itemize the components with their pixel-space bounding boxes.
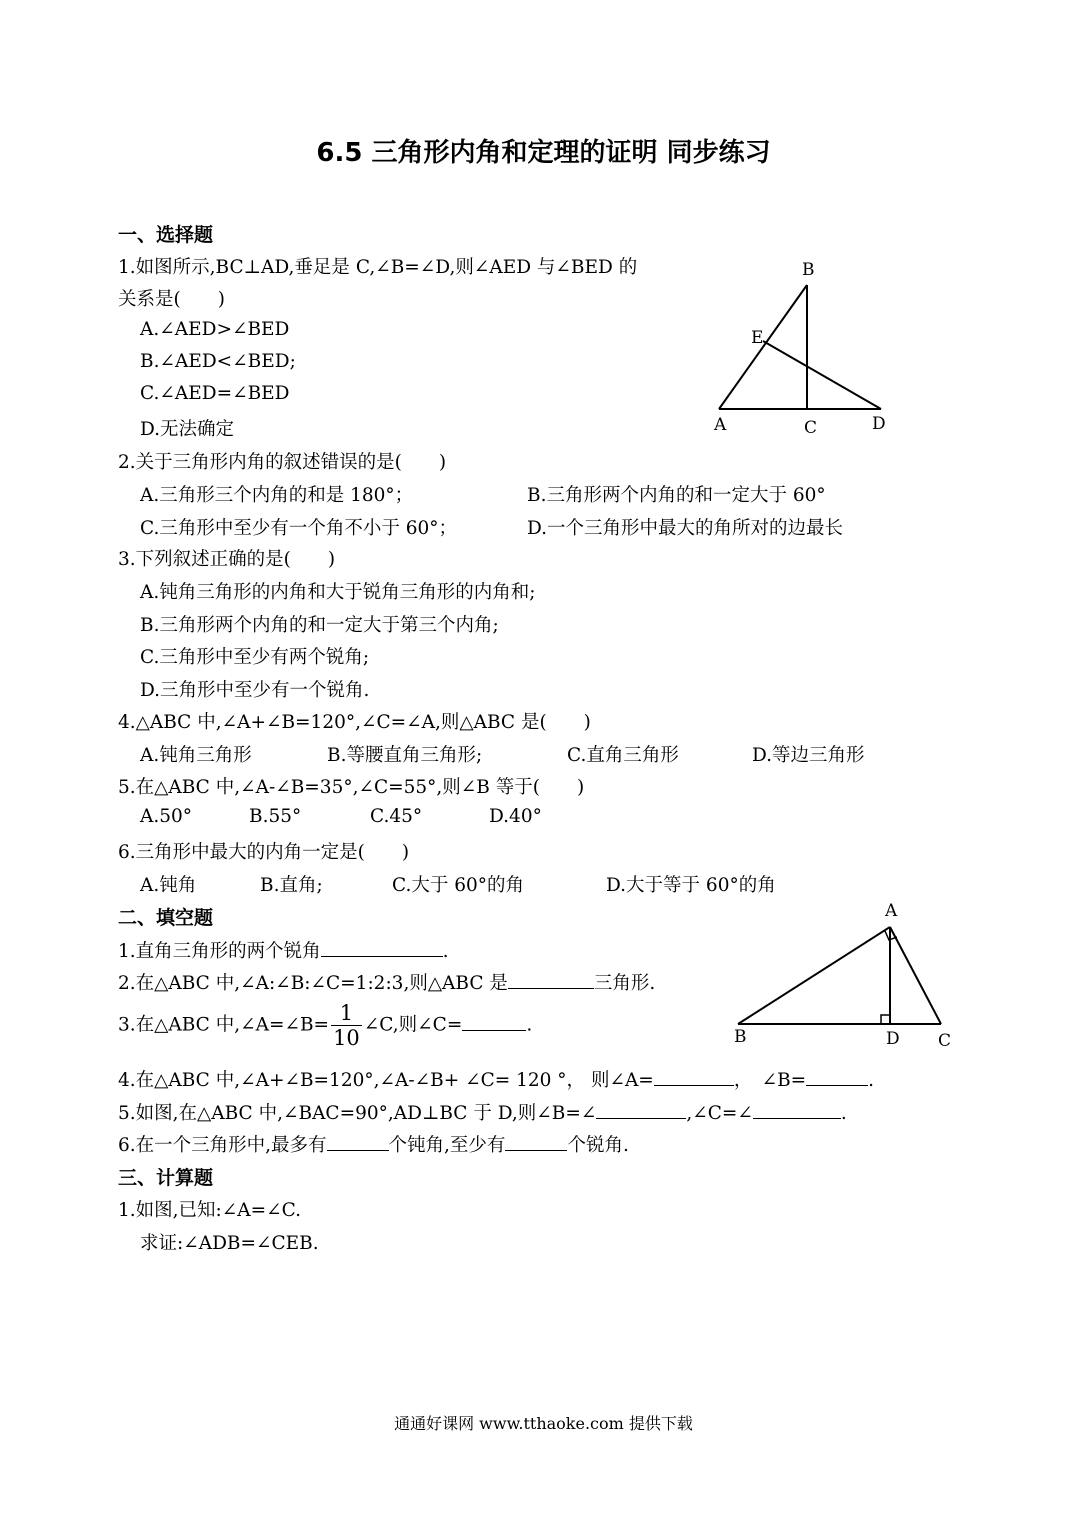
q6-option-b: B.直角; [260, 875, 323, 896]
fraction-numerator: 1 [331, 1001, 362, 1026]
fill-q5-end: . [840, 1103, 847, 1124]
fill-q4-text: 4.在△ABC 中,∠A+∠B=120°,∠A-∠B+ ∠C= 120 °， 则∠A= [118, 1070, 654, 1091]
q1-option-c: C.∠AED=∠BED [140, 383, 290, 404]
q3-option-c: C.三角形中至少有两个锐角; [140, 647, 370, 668]
q1-option-b: B.∠AED<∠BED; [140, 351, 296, 372]
q6-stem: 6.三角形中最大的内角一定是( ) [118, 842, 410, 863]
fill-q3-fraction [331, 1001, 362, 1050]
fill-q5-mid: ,∠C=∠ [686, 1103, 753, 1124]
q6-option-d: D.大于等于 60°的角 [606, 875, 776, 896]
q2-option-c: C.三角形中至少有一个角不小于 60°； [140, 518, 458, 539]
section-heading-choice: 一、选择题 [118, 224, 214, 246]
q4-stem: 4.△ABC 中,∠A+∠B=120°,∠C=∠A,则△ABC 是( ) [118, 712, 591, 733]
fill-q6-text: 6.在一个三角形中,最多有 [118, 1135, 327, 1156]
fig1-label-b: B [802, 260, 815, 280]
q5-option-b: B.55° [249, 806, 302, 827]
fill-q3-blank [462, 1012, 526, 1031]
fill-q5-blank-c [753, 1100, 841, 1119]
q3-option-d: D.三角形中至少有一个锐角. [140, 680, 370, 701]
fill-q4-blank-a [654, 1067, 734, 1086]
fill-q6-end: 个锐角. [567, 1135, 629, 1156]
fill-q2-blank [508, 970, 594, 989]
section-heading-fill: 二、填空题 [118, 907, 214, 929]
section-heading-calc: 三、计算题 [118, 1167, 214, 1189]
fill-q1-text: 1.直角三角形的两个锐角 [118, 941, 321, 962]
q2-stem: 2.关于三角形内角的叙述错误的是( ) [118, 452, 447, 473]
q3-option-a: A.钝角三角形的内角和大于锐角三角形的内角和; [140, 582, 536, 603]
fill-q2 [118, 969, 655, 995]
q5-option-c: C.45° [370, 806, 423, 827]
q3-stem: 3.下列叙述正确的是( ) [118, 549, 336, 570]
fill-q6-blank-b [505, 1132, 567, 1151]
footer: 通通好课网 www.tthaoke.com 提供下载 [394, 1414, 693, 1433]
fig2-label-a: A [885, 901, 898, 921]
q4-option-c: C.直角三角形 [567, 745, 679, 766]
fill-q3-mid: ∠C,则∠C= [363, 1014, 463, 1036]
fig2-label-d: D [886, 1029, 900, 1049]
q4-option-b: B.等腰直角三角形; [327, 745, 483, 766]
fill-q2-text: 2.在△ABC 中,∠A:∠B:∠C=1:2:3,则△ABC 是 [118, 973, 508, 994]
fill-q1 [118, 937, 449, 963]
fig2-label-b: B [734, 1027, 747, 1047]
q1-option-a: A.∠AED>∠BED [140, 319, 290, 340]
q1-option-d: D.无法确定 [140, 419, 235, 440]
q2-option-a: A.三角形三个内角的和是 180°； [140, 485, 414, 506]
fill-q4 [118, 1066, 874, 1092]
q5-stem: 5.在△ABC 中,∠A-∠B=35°,∠C=55°,则∠B 等于( ) [118, 777, 585, 798]
fill-q5-blank-b [596, 1100, 686, 1119]
figure-2 [725, 898, 965, 1058]
q2-option-d: D.一个三角形中最大的角所对的边最长 [527, 518, 844, 539]
fill-q6-blank-a [327, 1132, 389, 1151]
q1-stem-line1: 1.如图所示,BC⊥AD,垂足是 C,∠B=∠D,则∠AED 与∠BED 的 [118, 257, 638, 278]
fraction-denominator: 10 [333, 1026, 360, 1051]
fill-q4-end: . [868, 1070, 875, 1091]
fill-q3-text: 3.在△ABC 中,∠A=∠B= [118, 1014, 330, 1036]
q4-option-d: D.等边三角形 [752, 745, 865, 766]
fill-q5 [118, 1099, 847, 1125]
fig2-label-c: C [938, 1031, 952, 1051]
fill-q3 [118, 1001, 532, 1050]
calc-q1-line2: 求证:∠ADB=∠CEB. [140, 1233, 319, 1254]
fig1-label-c: C [804, 418, 818, 438]
fig1-label-a: A [714, 415, 727, 435]
fill-q6 [118, 1131, 629, 1157]
fill-q5-text: 5.如图,在△ABC 中,∠BAC=90°,AD⊥BC 于 D,则∠B=∠ [118, 1103, 597, 1124]
fill-q4-blank-b [806, 1067, 868, 1086]
fill-q2-end: 三角形. [593, 973, 656, 994]
q2-option-b: B.三角形两个内角的和一定大于 60° [527, 485, 826, 506]
q6-option-c: C.大于 60°的角 [392, 875, 525, 896]
fill-q1-blank [321, 938, 443, 957]
calc-q1-line1: 1.如图,已知:∠A=∠C. [118, 1200, 302, 1221]
fill-q1-end: . [442, 941, 449, 962]
fill-q4-mid: ， ∠B= [733, 1070, 807, 1091]
fig1-label-d: D [872, 414, 886, 434]
q4-option-a: A.钝角三角形 [140, 745, 252, 766]
q6-option-a: A.钝角 [140, 875, 197, 896]
q5-option-d: D.40° [489, 806, 542, 827]
q3-option-b: B.三角形两个内角的和一定大于第三个内角; [140, 615, 499, 636]
fig1-label-e: E [751, 328, 764, 348]
q1-stem-line2: 关系是( ) [118, 289, 225, 310]
q5-option-a: A.50° [140, 806, 193, 827]
fill-q3-end: . [526, 1014, 533, 1036]
fill-q6-mid: 个钝角,至少有 [388, 1135, 506, 1156]
figure-1 [700, 252, 900, 442]
page-title: 6.5 三角形内角和定理的证明 同步练习 [316, 138, 771, 168]
